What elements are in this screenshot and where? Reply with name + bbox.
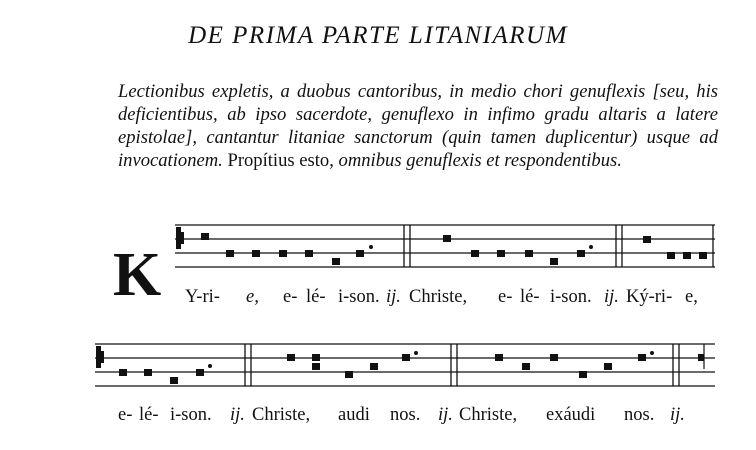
neume-group-5 [287, 351, 418, 378]
lyric-syllable: Y-ri- [185, 287, 220, 307]
double-bar-icon [245, 344, 679, 386]
lyric-syllable: e- [283, 287, 298, 307]
neume-group-7 [698, 344, 704, 369]
chant-staff-1 [175, 222, 720, 272]
neume-group-6 [495, 351, 654, 378]
lyric-syllable: e, [685, 287, 698, 307]
lyric-syllable: exáudi [546, 405, 596, 425]
lyric-syllable: lé- [520, 287, 540, 307]
do-clef-icon [176, 227, 184, 249]
lyric-syllable: i-son. [170, 405, 212, 425]
lyric-syllable: ij. [604, 287, 619, 307]
lyric-syllable: e- [498, 287, 513, 307]
lyric-syllable: nos. [390, 405, 421, 425]
lyric-syllable: ij. [386, 287, 401, 307]
lyric-syllable: nos. [624, 405, 655, 425]
rubric-italic-1: Lectionibus expletis, a duobus cantoribus, in medio chori genuflexis [seu, his deficientibus, ab ipso sacerdote, genuflexo in infimo gradu altaris a latere epistolae], cantantur litaniae sanctorum (quin tamen duplicentur) usque ad invocationem. [118, 81, 718, 171]
neume-group-1 [201, 233, 373, 265]
lyric-syllable: ij. [670, 405, 685, 425]
neume-group-4 [119, 364, 212, 384]
rubric-text [118, 80, 718, 172]
page-title: DE PRIMA PARTE LITANIARUM [188, 22, 568, 49]
lyric-syllable: Christe, [459, 405, 518, 425]
lyric-syllable: Christe, [252, 405, 311, 425]
lyric-syllable: Ký-ri- [626, 287, 673, 307]
lyric-syllable: Christe, [409, 287, 468, 307]
lyric-syllable: i-son. [550, 287, 592, 307]
lyric-syllable: audi [338, 405, 370, 425]
do-clef-icon [96, 346, 104, 368]
lyric-syllable: lé- [306, 287, 326, 307]
lyric-syllable: e- [118, 405, 133, 425]
rubric-italic-2: omnibus genuflexis et respondentibus. [338, 150, 622, 171]
rubric-roman: Propítius esto, [222, 150, 339, 171]
lyric-syllable: lé- [139, 405, 159, 425]
chant-staff-2 [95, 341, 720, 391]
lyric-syllable: ij. [438, 405, 453, 425]
lyric-syllable: i-son. [338, 287, 380, 307]
lyric-syllable: ij. [230, 405, 245, 425]
initial-letter: K [113, 241, 162, 309]
lyric-syllable: e, [246, 287, 259, 307]
